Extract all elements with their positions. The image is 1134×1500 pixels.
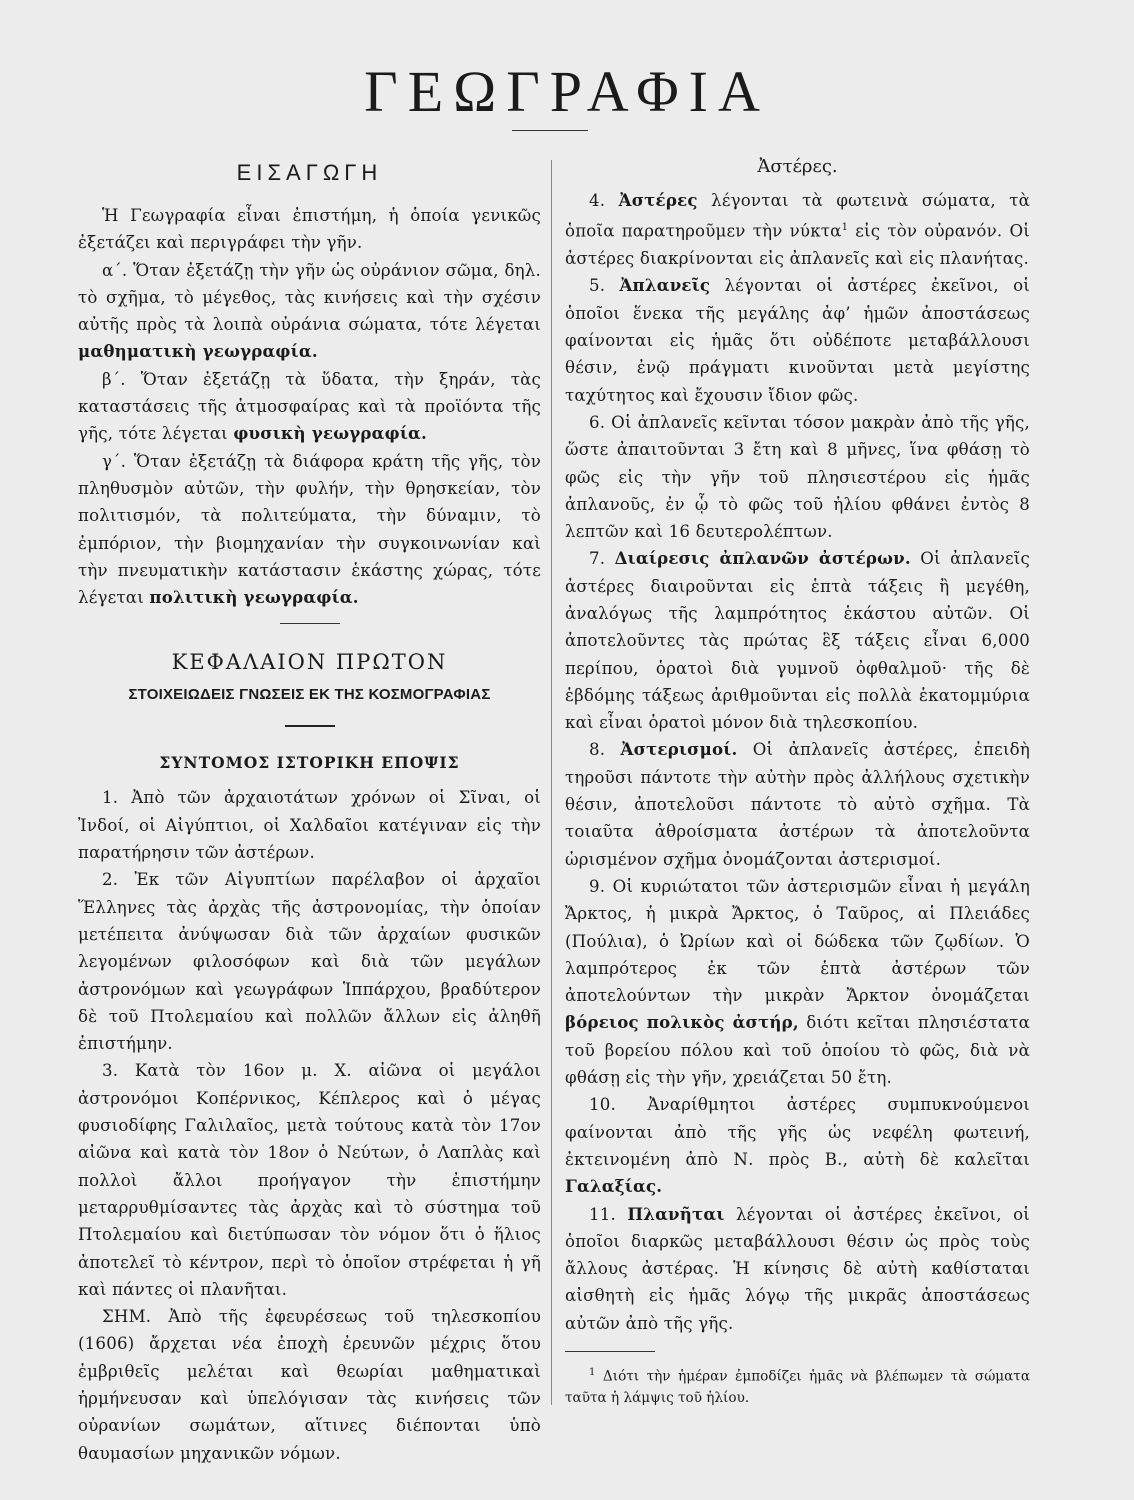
footnote-ref: 1 [841,222,849,234]
column-divider [551,160,552,1405]
term-planets: Πλανῆται [627,1203,725,1224]
footnote [565,1362,1030,1409]
paragraph-6: 6. Οἱ ἀπλανεῖς κεῖνται τόσον μακρὰν ἀπὸ τῆς γῆς, ὥστε ἀπαιτοῦνται 3 ἔτη καὶ 8 μῆνες, ἵνα φθάσῃ τὸ φῶς εἰς τὴν γῆν τοῦ πλησιεστέρου εἰς ἡμᾶς ἀπλανοῦς, ἐν ᾧ τὸ φῶς τοῦ ἡλίου φθάνει ἐντὸς 8 λεπτῶν καὶ 16 δευτερολέπτων. [565,412,1030,542]
paragraph-4-text-a: λέγονται τὰ φωτεινὰ σώματα, τὰ ὁποῖα παρατηροῦμεν τὴν νύκτα [565,191,1031,241]
paragraph-1: 1. Ἀπὸ τῶν ἀρχαιοτάτων χρόνων οἱ Σῖναι, οἱ Ἰνδοί, οἱ Αἰγύπτιοι, οἱ Χαλδαῖοι κατέγιναν εἰς τὴν παρατήρησιν τῶν ἀστέρων. [78,788,541,863]
term-galaxy: Γαλαξίας. [565,1176,663,1197]
left-column [78,152,541,1467]
paragraph-7-number: 7. [589,549,606,569]
footnote-rule [565,1351,655,1352]
paragraph-2: 2. Ἐκ τῶν Αἰγυπτίων παρέλαβον οἱ ἀρχαῖοι Ἕλληνες τὰς ἀρχὰς τῆς ἀστρονομίας, τὴν ὁποίαν μετέπειτα ἀνύψωσαν διὰ τῶν ἀρχαίων φυσικῶν λεγομένων φιλοσόφων καὶ διὰ τῶν μεγάλων ἀστρονόμων καὶ γεωγράφων Ἱππάρχου, βραδύτερον δὲ τοῦ Πτολεμαίου καὶ πολλῶν ἄλλων εἰς ἀληθῆ ἐπιστήμην. [78,870,541,1054]
intro-item-b-text: β΄. Ὅταν ἐξετάζῃ τὰ ὕδατα, τὴν ξηράν, τὰς καταστάσεις τῆς ἀτμοσφαίρας καὶ τὰ προϊόντα τῆς γῆς, τότε λέγεται [78,369,541,444]
paragraph-9 [565,873,1030,1091]
intro-item-c-text: γ΄. Ὅταν ἐξετάζῃ τὰ διάφορα κράτη τῆς γῆς, τὸν πληθυσμὸν αὐτῶν, τὴν φυλήν, τὴν θρησκείαν, τὸν πολιτισμόν, τὰ πολιτεύματα, τὴν δύναμιν, τὸ ἐμπόριον, τὴν βιομηχανίαν τὴν συγκοινωνίαν καὶ τὴν πνευματικὴν κατάστασιν ἑκάστης χώρας, τότε λέγεται [78,451,541,608]
intro-item-b [78,366,541,448]
intro-item-a-text: α΄. Ὅταν ἐξετάζῃ τὴν γῆν ὡς οὐράνιον σῶμα, δηλ. τὸ σχῆμα, τὸ μέγεθος, τὰς κινήσεις καὶ τὴν σχέσιν αὐτῆς πρὸς τὰ λοιπὰ οὐράνια σώματα, τότε λέγεται [78,260,541,335]
paragraph-7 [565,545,1030,736]
paragraph-8-text: Οἱ ἀπλανεῖς ἀστέρες, ἐπειδὴ τηροῦσι πάντοτε τὴν αὐτὴν πρὸς ἀλλήλους σχετικὴν θέσιν, ἀποτελοῦσι πάντοτε τὸ αὐτὸ σχῆμα. Τὰ τοιαῦτα ἀθροίσματα ἀστέρων τὰ ἀποτελοῦντα ὡρισμένον σχῆμα ὀνομάζονται ἀστερισμοί. [565,740,1030,869]
title-rule [512,130,588,131]
paragraph-5-number: 5. [589,276,606,296]
term-political-geography: πολιτικὴ γεωγραφία. [149,587,359,608]
paragraph-8 [565,736,1030,872]
paragraph-5 [565,272,1030,408]
history-heading: ΣΥΝΤΟΜΟΣ ΙΣΤΟΡΙΚΗ ΕΠΟΨΙΣ [159,753,460,773]
paragraph-11-text: λέγονται οἱ ἀστέρες ἐκεῖνοι, οἱ ὁποῖοι διαρκῶς μεταβάλλουσι θέσιν ὡς πρὸς τοὺς ἄλλους ἀστέρας. Ἡ κίνησις δὲ αὐτὴ καθίσταται αἰσθητὴ εἰς ἡμᾶς λόγῳ τῆς μικρᾶς ἀποστάσεως αὐτῶν ἀπὸ τῆς γῆς. [565,1204,1030,1333]
term-division-fixed-stars: Διαίρεσις ἀπλανῶν ἀστέρων. [614,548,911,569]
paragraph-9-text-b: διότι κεῖται πλησιέστατα τοῦ βορείου πόλου καὶ τοῦ ὁποίου τὸ φῶς, διὰ νὰ φθάσῃ εἰς τὴν γῆν, χρειάζεται 50 ἔτη. [565,1013,1030,1088]
chapter-subtitle: ΣΤΟΙΧΕΙΩΔΕΙΣ ΓΝΩΣΕΙΣ ΕΚ ΤΗΣ ΚΟΣΜΟΓΡΑΦΙΑΣ [128,686,491,704]
term-physical-geography: φυσικὴ γεωγραφία. [233,423,427,444]
paragraph-4-text-b: εἰς τὸν οὐρανόν. Οἱ ἀστέρες διακρίνονται εἰς ἀπλανεῖς καὶ εἰς πλανήτας. [565,221,1030,269]
intro-paragraph: Ἡ Γεωγραφία εἶναι ἐπιστήμη, ἡ ὁποία γενικῶς ἐξετάζει καὶ περιγράφει τὴν γῆν. [78,206,541,253]
term-stars: Ἀστέρες [618,190,698,210]
paragraph-10-text: 10. Ἀναρίθμητοι ἀστέρες συμπυκνούμενοι φαίνονται ἀπὸ τῆς γῆς ὡς νεφέλη φωτεινή, ἐκτεινομένη ἀπὸ Ν. πρὸς Β., αὐτὴ δὲ καλεῖται [565,1095,1030,1169]
term-mathematical-geography: μαθηματικὴ γεωγραφία. [78,341,318,362]
term-fixed-stars: Ἀπλανεῖς [619,275,711,296]
paragraph-4 [565,187,1030,272]
page-title: ΓΕΩΓΡΑΦΙΑ [364,59,770,124]
chapter-rule [285,725,335,727]
footnote-text: Διότι τὴν ἡμέραν ἐμποδίζει ἡμᾶς νὰ βλέπωμεν τὰ σώματα ταῦτα ἡ λάμψις τοῦ ἡλίου. [565,1368,1030,1406]
section-rule [280,623,340,624]
intro-item-c [78,448,541,612]
paragraph-5-text: λέγονται οἱ ἀστέρες ἐκεῖνοι, οἱ ὁποῖοι ἕνεκα τῆς μεγάλης ἀφ’ ἡμῶν ἀποστάσεως φαίνονται εἰς ἡμᾶς ὅτι οὐδέποτε μεταβάλλουσι θέσιν, ἐνῷ πράγματι κινοῦνται μετὰ μεγίστης ταχύτητος καὶ ἔχουσιν ἴδιον φῶς. [565,276,1030,405]
paragraph-9-text: 9. Οἱ κυριώτατοι τῶν ἀστερισμῶν εἶναι ἡ μεγάλη Ἄρκτος, ἡ μικρὰ Ἄρκτος, ὁ Ταῦρος, αἱ Πλειάδες (Πούλια), ὁ Ὠρίων καὶ οἱ δώδεκα τῶν ζῳδίων. Ὁ λαμπρότερος ἐκ τῶν ἑπτὰ ἀστέρων τῶν ἀποτελούντων τὴν μικρὰν Ἄρκτον ὀνομάζεται [565,876,1030,1006]
note-paragraph: ΣΗΜ. Ἀπὸ τῆς ἐφευρέσεως τοῦ τηλεσκοπίου (1606) ἄρχεται νέα ἐποχὴ ἐρευνῶν μέχρις ὅτου ἐμβριθεῖς μελέται καὶ θεωρίαι μαθηματικαὶ ἡρμήνευσαν καὶ ὑπελόγισαν τὰς κινήσεις τῶν οὐρανίων σωμάτων, αἵτινες διέπονται ὑπὸ θαυμασίων μηχανικῶν νόμων. [78,1307,541,1463]
paragraph-7-text: Οἱ ἀπλανεῖς ἀστέρες διαιροῦνται εἰς ἑπτὰ τάξεις ἢ μεγέθη, ἀναλόγως τῆς λαμπρότητος ἑκάστου αὐτῶν. Οἱ ἀποτελοῦντες τὰς πρώτας ἓξ τάξεις εἶναι 6,000 περίπου, ὁρατοὶ διὰ γυμνοῦ ὀφθαλμοῦ· τῆς δὲ ἑβδόμης τάξεως ἀριθμοῦνται εἰς πολλὰ ἑκατομμύρια καὶ εἶναι ὁρατοὶ μόνον διὰ τηλεσκοπίου. [565,549,1030,733]
term-constellations: Ἀστερισμοί. [620,739,738,760]
chapter-title: ΚΕΦΑΛΑΙΟΝ ΠΡΩΤΟΝ [171,650,448,675]
paragraph-3: 3. Κατὰ τὸν 16ον μ. Χ. αἰῶνα οἱ μεγάλοι ἀστρονόμοι Κοπέρνικος, Κέπλερος καὶ ὁ μέγας φυσιοδίφης Γαλιλαῖος, μετὰ τούτους κατὰ τὸν 17ον αἰῶνα καὶ κατὰ τὸν 18ον ὁ Νεύτων, ὁ Λαπλὰς καὶ πολλοὶ ἄλλοι προήγαγον τὴν ἐπιστήμην μεταρρυθμίσαντες τὰς ἀρχὰς καὶ τὸ σύστημα τοῦ Πτολεμαίου καὶ διετύπωσαν τὸν νόμον ὅτι ὁ ἥλιος ἀποτελεῖ τὸ κέντρον, περὶ τὸ ὁποῖον στρέφεται ἡ γῆ καὶ πάντες οἱ πλανῆται. [78,1061,541,1299]
paragraph-11-number: 11. [589,1204,616,1224]
paragraph-11 [565,1201,1030,1337]
paragraph-10 [565,1091,1030,1200]
paragraph-4-number: 4. [589,191,606,210]
right-column [565,152,1030,1409]
footnote-mark: 1 [589,1367,596,1378]
intro-heading: ΕΙΣΑΓΩΓΗ [236,160,383,185]
intro-item-a [78,257,541,366]
paragraph-8-number: 8. [589,740,606,760]
term-pole-star: βόρειος πολικὸς ἀστήρ, [565,1012,799,1033]
stars-heading: Ἀστέρες. [757,156,838,177]
